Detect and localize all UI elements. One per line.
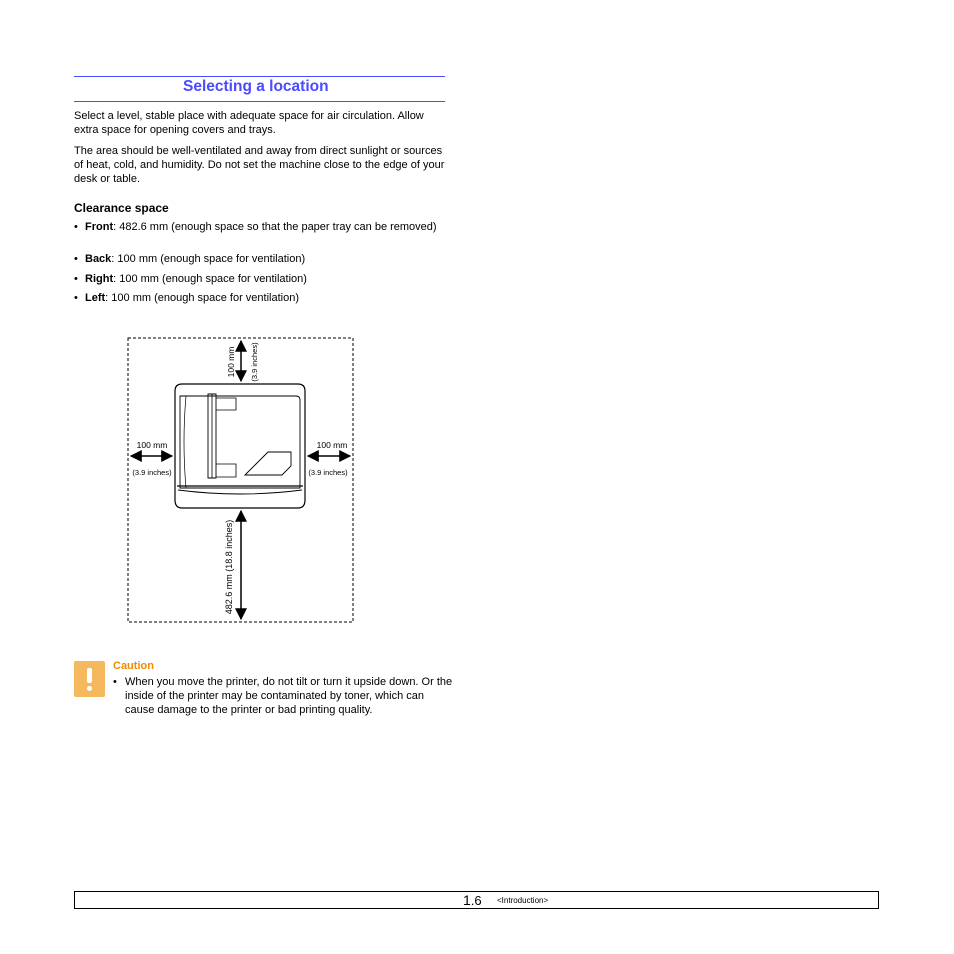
clearance-item-left: • Left: 100 mm (enough space for ventilation) [74, 292, 299, 304]
page-footer [74, 891, 879, 909]
page-number-minor: .6 [470, 893, 482, 908]
caution-text: When you move the printer, do not tilt or turn it upside down. Or the inside of the printer may be contaminated by toner, which can cause damage to the printer or bad printing quality. [125, 676, 453, 716]
clearance-item-text: : 482.6 mm (enough space so that the paper tray can be removed) [113, 221, 437, 233]
caution-title: Caution [113, 660, 154, 672]
right-mm-label: 100 mm [316, 440, 348, 450]
clearance-item-right: • Right: 100 mm (enough space for ventilation) [74, 273, 307, 285]
back-mm-label: 100 mm [226, 346, 236, 378]
left-mm-label: 100 mm [136, 440, 168, 450]
clearance-item-front: • Front: 482.6 mm (enough space so that the paper tray can be removed) [74, 221, 437, 233]
clearance-item-label: Front [85, 221, 114, 233]
left-inch-label: (3.9 inches) [132, 468, 172, 477]
back-inch-label: (3.9 inches) [250, 342, 259, 382]
clearance-item-label: Back [85, 253, 112, 265]
front-dimension-label: 482.6 mm (18.8 inches) [224, 519, 234, 615]
clearance-item-label: Left [85, 292, 106, 304]
page-title: Selecting a location [183, 78, 329, 95]
caution-exclamation-icon [74, 661, 105, 697]
clearance-item-label: Right [85, 273, 114, 285]
page-number-major: 1 [463, 892, 471, 908]
intro-paragraph: Select a level, stable place with adequate space for air circulation. Allow extra space for opening covers and trays. [74, 110, 424, 136]
clearance-item-text: : 100 mm (enough space for ventilation) [113, 273, 307, 285]
printer-outline [175, 384, 305, 508]
page-number [463, 892, 482, 908]
clearance-heading: Clearance space [74, 201, 169, 215]
right-inch-label: (3.9 inches) [308, 468, 348, 477]
ventilation-paragraph: The area should be well-ventilated and away from direct sunlight or sources of heat, cold, and humidity. Do not set the machine close to the edge of your desk or table. [74, 145, 445, 185]
chapter-label: <Introduction> [497, 896, 549, 905]
clearance-item-text: : 100 mm (enough space for ventilation) [105, 292, 299, 304]
clearance-item-back: • Back: 100 mm (enough space for ventilation) [74, 253, 306, 265]
clearance-item-text: : 100 mm (enough space for ventilation) [111, 253, 306, 265]
